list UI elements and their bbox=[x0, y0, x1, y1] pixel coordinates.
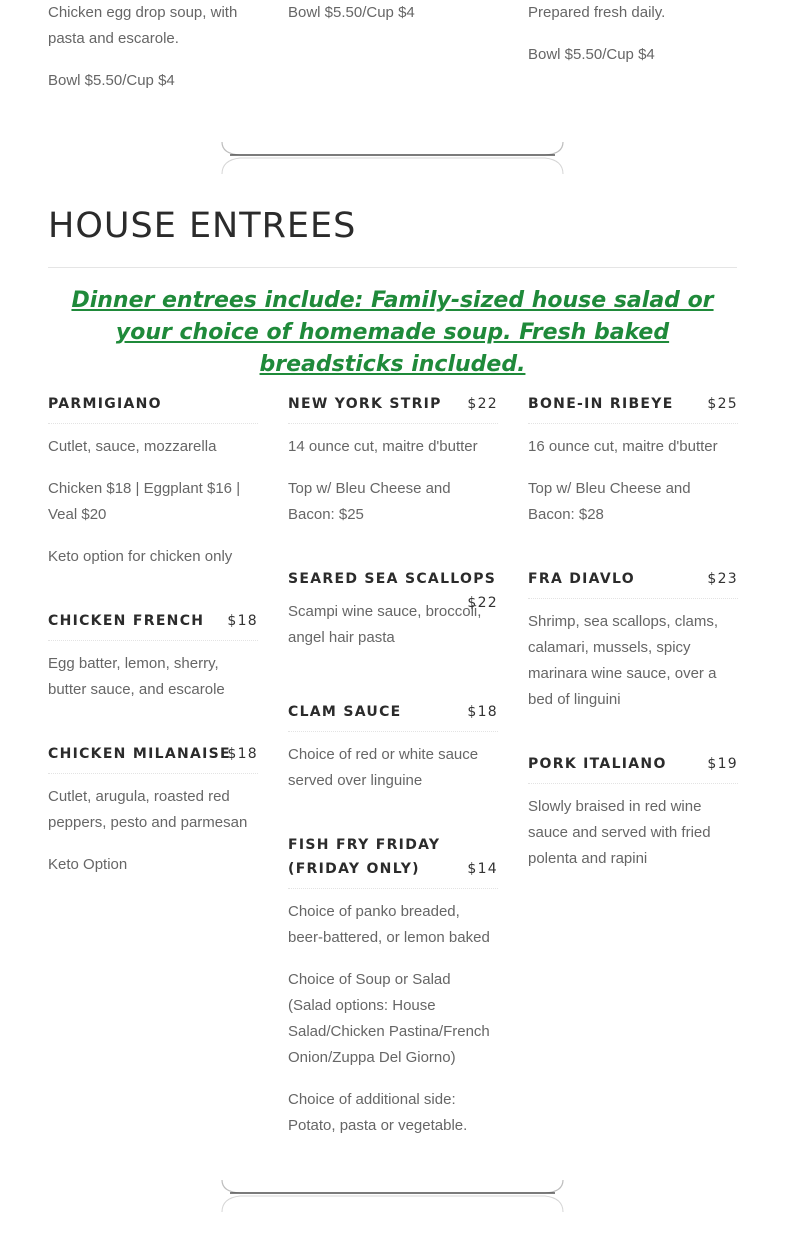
item-price-text: Bowl $5.50/Cup $4 bbox=[288, 4, 415, 21]
section-title: HOUSE ENTREES bbox=[48, 206, 357, 246]
item-name: NEW YORK STRIP bbox=[288, 396, 442, 412]
menu-item-seared-sea-scallops bbox=[288, 567, 498, 651]
top-col-1 bbox=[48, 0, 258, 94]
item-price: $25 bbox=[707, 396, 738, 412]
item-description: Slowly braised in red wine sauce and served with fried polenta and rapini bbox=[528, 798, 711, 867]
menu-item-pork-italiano bbox=[528, 752, 738, 872]
item-name: PORK ITALIANO bbox=[528, 756, 667, 772]
item-name: SEARED SEA SCALLOPS bbox=[288, 571, 497, 587]
item-description: 16 ounce cut, maitre d'butter bbox=[528, 438, 718, 455]
menu-item-new-york-strip bbox=[288, 392, 498, 528]
item-price: $23 bbox=[707, 571, 738, 587]
menu-item-parmigiano bbox=[48, 392, 258, 570]
item-description: 14 ounce cut, maitre d'butter bbox=[288, 438, 478, 455]
menu-item-bone-in-ribeye bbox=[528, 392, 738, 528]
item-name: PARMIGIANO bbox=[48, 396, 162, 412]
item-price: $22 bbox=[467, 595, 498, 611]
item-description: Choice of additional side: Potato, pasta or vegetable. bbox=[288, 1091, 468, 1134]
item-description: Choice of panko breaded, beer-battered, or lemon baked bbox=[288, 903, 490, 946]
item-price: $18 bbox=[227, 746, 258, 762]
section-divider bbox=[220, 138, 565, 178]
item-description: Cutlet, arugula, roasted red peppers, pesto and parmesan bbox=[48, 788, 248, 831]
item-name: BONE-IN RIBEYE bbox=[528, 396, 674, 412]
item-description: Scampi wine sauce, broccoli, angel hair pasta bbox=[288, 603, 482, 646]
item-description: Keto Option bbox=[48, 856, 128, 873]
section-note: Dinner entrees include: Family-sized house salad or your choice of homemade soup. Fresh baked breadsticks included. bbox=[71, 288, 714, 377]
item-description: Shrimp, sea scallops, clams, calamari, mussels, spicy marinara wine sauce, over a bed of linguini bbox=[528, 613, 719, 708]
item-description: Top w/ Bleu Cheese and Bacon: $28 bbox=[528, 480, 691, 523]
item-price: $19 bbox=[707, 756, 738, 772]
item-price: $14 bbox=[467, 861, 498, 877]
item-price: $18 bbox=[227, 613, 258, 629]
menu-item-chicken-french bbox=[48, 609, 258, 703]
item-description: Prepared fresh daily. bbox=[528, 4, 666, 21]
item-description: Chicken $18 | Eggplant $16 | Veal $20 bbox=[48, 480, 241, 523]
item-description: Chicken egg drop soup, with pasta and escarole. bbox=[48, 4, 238, 47]
item-description: Choice of red or white sauce served over linguine bbox=[288, 746, 479, 789]
item-name: FISH FRY FRIDAY (FRIDAY ONLY) bbox=[288, 837, 441, 877]
item-description: Top w/ Bleu Cheese and Bacon: $25 bbox=[288, 480, 451, 523]
menu-item-clam-sauce bbox=[288, 700, 498, 794]
item-price: $22 bbox=[467, 396, 498, 412]
section-divider bbox=[220, 1176, 565, 1216]
item-price-text: Bowl $5.50/Cup $4 bbox=[48, 72, 175, 89]
section-rule bbox=[48, 267, 737, 268]
item-price-text: Bowl $5.50/Cup $4 bbox=[528, 46, 655, 63]
menu-item-fra-diavlo bbox=[528, 567, 738, 713]
item-description: Keto option for chicken only bbox=[48, 548, 233, 565]
item-description: Egg batter, lemon, sherry, butter sauce, and escarole bbox=[48, 655, 225, 698]
item-name: CLAM SAUCE bbox=[288, 704, 402, 720]
top-col-2 bbox=[288, 0, 498, 26]
item-name: CHICKEN MILANAISE bbox=[48, 746, 231, 762]
item-description: Cutlet, sauce, mozzarella bbox=[48, 438, 217, 455]
item-name: FRA DIAVLO bbox=[528, 571, 635, 587]
menu-item-chicken-milanaise bbox=[48, 742, 258, 878]
item-price: $18 bbox=[467, 704, 498, 720]
item-name: CHICKEN FRENCH bbox=[48, 613, 205, 629]
menu-item-fish-fry-friday bbox=[288, 833, 498, 1139]
top-col-3 bbox=[528, 0, 738, 68]
item-description: Choice of Soup or Salad (Salad options: House Salad/Chicken Pastina/French Onion/Zuppa Del Giorno) bbox=[288, 971, 490, 1066]
